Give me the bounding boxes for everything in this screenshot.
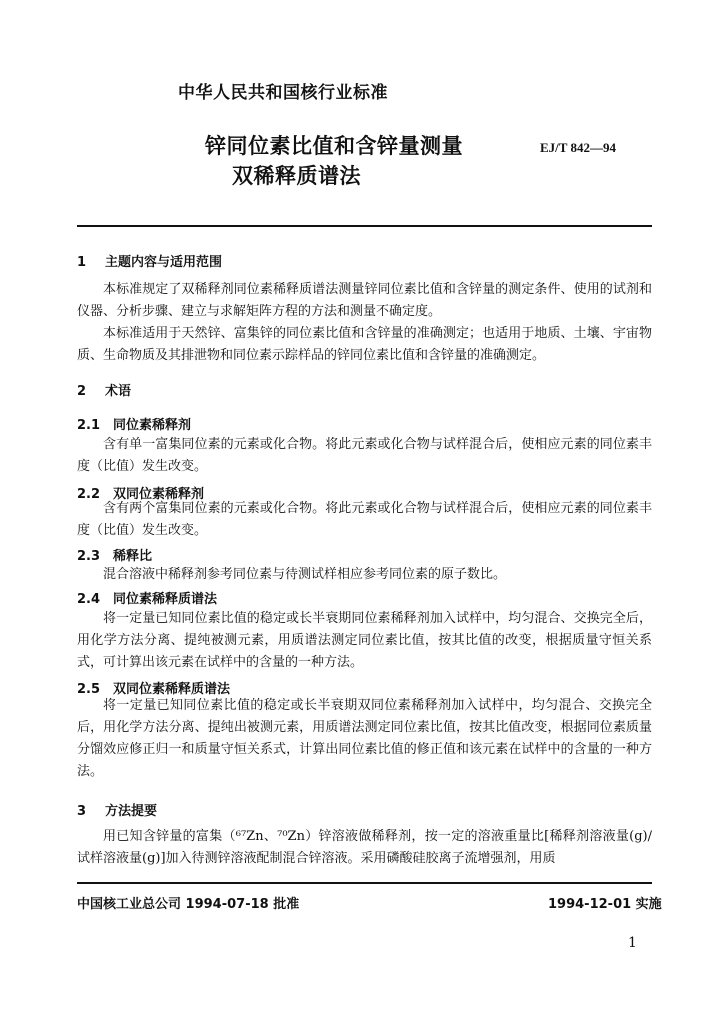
- standard-number: EJ/T 842—94: [540, 140, 616, 155]
- page-number: 1: [628, 935, 637, 951]
- document-title-line1: 锌同位素比值和含锌量测量: [205, 134, 463, 158]
- term-2-4-heading: [77, 588, 217, 607]
- section-2-heading: [77, 380, 131, 399]
- section-title: 方法提要: [105, 804, 158, 819]
- footer-divider: [77, 882, 652, 884]
- term-title: 双同位素稀释质谱法: [113, 682, 231, 697]
- section-1-paragraph-2: 本标准适用于天然锌、富集锌的同位素比值和含锌量的准确测定；也适用于地质、土壤、宇宙物质、生命物质及其排泄物和同位素示踪样品的锌同位素比值和含锌量的准确测定。: [77, 326, 652, 363]
- document-title-line2: 双稀释质谱法: [232, 164, 361, 188]
- term-2-3-definition: 混合溶液中稀释剂参考同位素与待测试样相应参考同位素的原子数比。: [103, 567, 507, 582]
- term-title: 同位素稀释质谱法: [113, 592, 218, 607]
- section-number: 1: [77, 255, 87, 270]
- term-2-2-definition: 含有两个富集同位素的元素或化合物。将此元素或化合物与试样混合后，使相应元素的同位素丰度（比值）发生改变。: [77, 501, 652, 538]
- section-title: 术语: [105, 384, 132, 399]
- implementation-date: 1994-12-01 实施: [548, 897, 662, 912]
- section-1-paragraph-1: 本标准规定了双稀释剂同位素稀释质谱法测量锌同位素比值和含锌量的测定条件、使用的试剂和仪器、分析步骤、建立与求解矩阵方程的方法和测量不确定度。: [77, 282, 652, 319]
- section-title: 主题内容与适用范围: [105, 255, 223, 270]
- section-3-paragraph-1: 用已知含锌量的富集（⁶⁷Zn、⁷⁰Zn）锌溶液做稀释剂，按一定的溶液重量比[稀释剂溶液量(g)/试样溶液量(g)]加入待测锌溶液配制混合锌溶液。采用磷酸硅胶离子流增强剂，用质: [77, 829, 652, 866]
- term-2-5-definition: 将一定量已知同位素比值的稳定或长半衰期双同位素稀释剂加入试样中，均匀混合、交换完全后，用化学方法分离、提纯出被测元素，用质谱法测定同位素比值，按其比值改变，根据同位素质量分馏效应修正归一和质量守恒关系式，计算出同位素比值的修正值和该元素在试样中的含量的一种方法。: [77, 698, 652, 779]
- term-2-4-definition: 将一定量已知同位素比值的稳定或长半衰期同位素稀释剂加入试样中，均匀混合、交换完全后，用化学方法分离、提纯被测元素，用质谱法测定同位素比值，按其比值的改变，根据质量守恒关系式，可计算出该元素在试样中的含量的一种方法。: [77, 611, 652, 670]
- section-number: 2: [77, 384, 87, 399]
- term-number: 2.5: [77, 682, 101, 697]
- term-title: 同位素稀释剂: [113, 418, 192, 433]
- term-title: 双同位素稀释剂: [113, 487, 205, 502]
- section-number: 3: [77, 804, 87, 819]
- organization-heading: 中华人民共和国核行业标准: [178, 83, 388, 103]
- term-number: 2.1: [77, 418, 101, 433]
- term-2-1-definition: 含有单一富集同位素的元素或化合物。将此元素或化合物与试样混合后，使相应元素的同位素丰度（比值）发生改变。: [77, 437, 652, 474]
- term-number: 2.2: [77, 487, 101, 502]
- term-title: 稀释比: [113, 549, 153, 564]
- section-3-heading: [77, 800, 157, 819]
- term-2-1-heading: [77, 414, 191, 433]
- section-1-heading: [77, 251, 222, 270]
- header-divider: [77, 225, 652, 227]
- term-number: 2.4: [77, 592, 101, 607]
- approval-line: 中国核工业总公司 1994-07-18 批准: [77, 897, 300, 912]
- term-2-3-heading: [77, 545, 152, 564]
- term-number: 2.3: [77, 549, 101, 564]
